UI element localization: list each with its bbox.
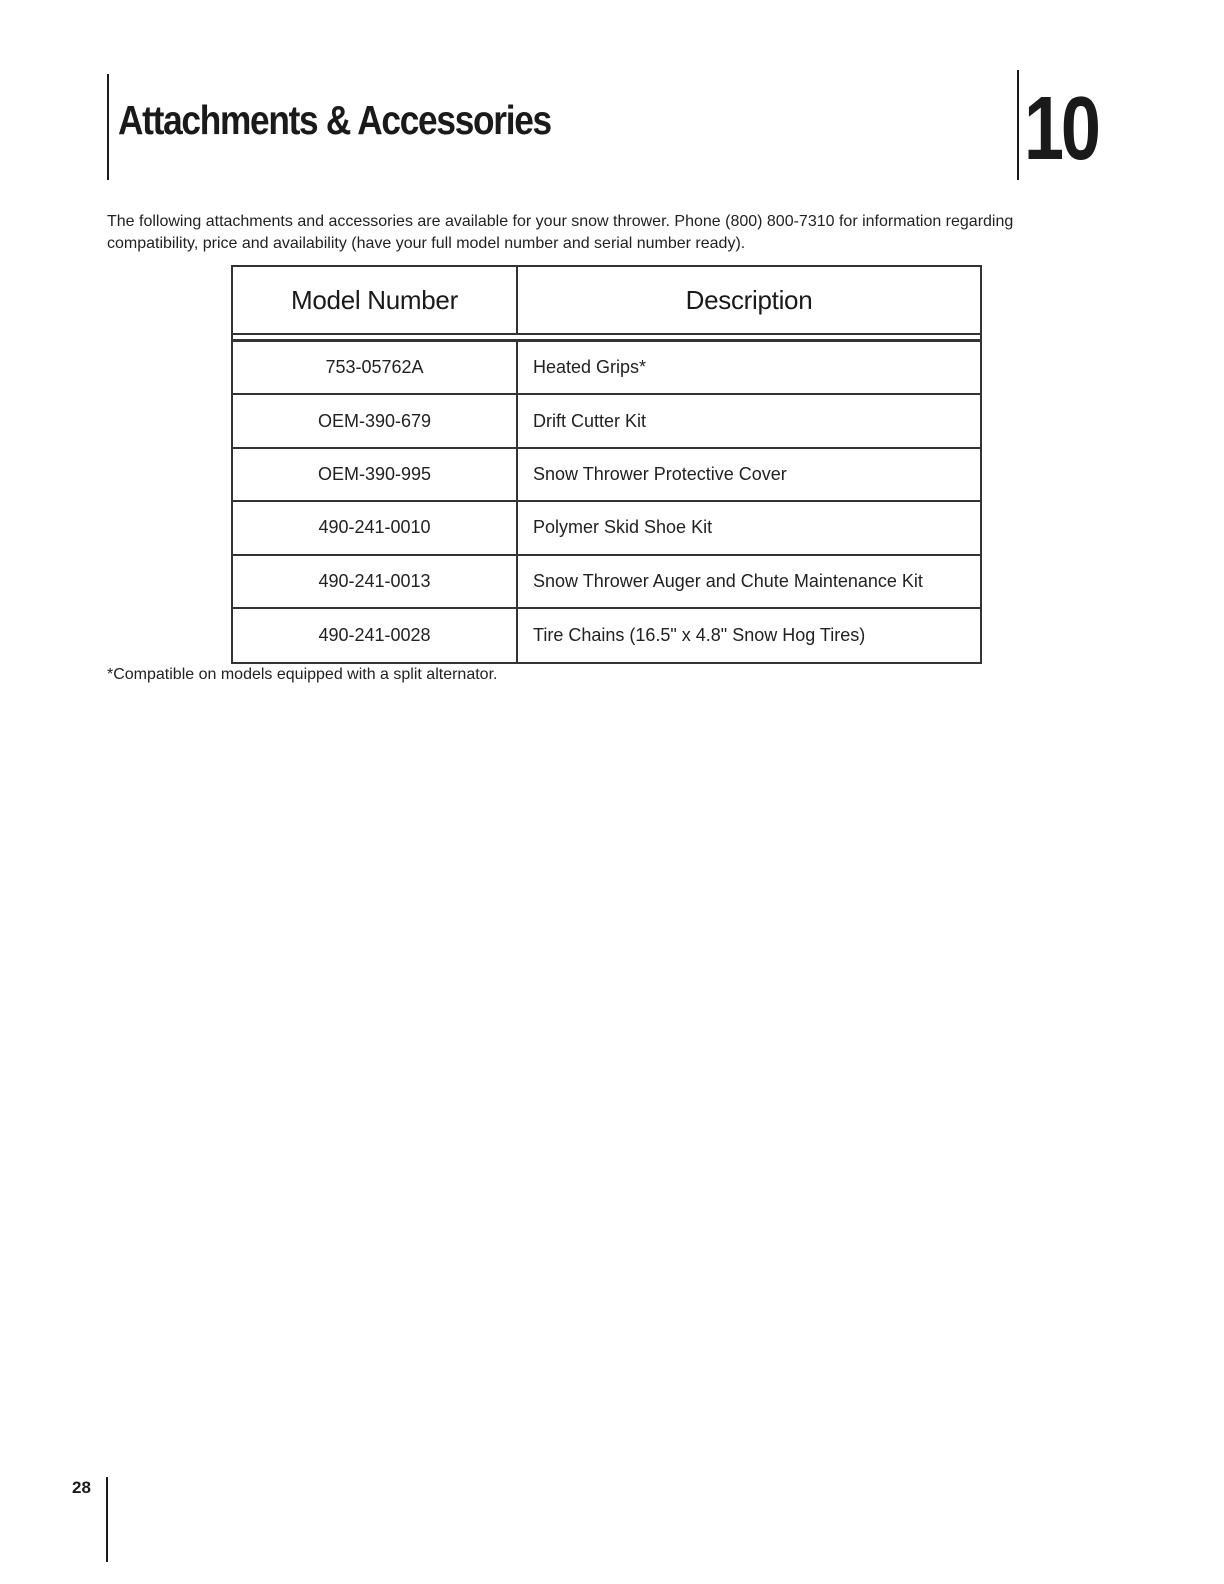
model-number-cell: OEM-390-995 — [233, 449, 518, 500]
table-row — [233, 502, 980, 555]
intro-paragraph: The following attachments and accessories are available for your snow thrower. Phone (800) 800-7310 for information regarding compatibility, price and availability (have your full model number and serial number ready). — [107, 213, 1014, 252]
table-row — [233, 609, 980, 662]
description-cell: Heated Grips* — [533, 357, 647, 378]
table-row — [233, 342, 980, 395]
title-divider — [107, 74, 109, 180]
accessories-table — [231, 265, 982, 664]
table-row — [233, 395, 980, 448]
model-number-cell: 490-241-0010 — [233, 502, 518, 553]
table-header-row — [231, 265, 982, 335]
page-number-divider — [106, 1477, 108, 1562]
chapter-divider — [1017, 70, 1019, 180]
header-model-number: Model Number — [233, 267, 518, 333]
description-cell: Drift Cutter Kit — [533, 410, 647, 431]
page-title: Attachments & Accessories — [118, 97, 551, 143]
model-number-cell: 490-241-0013 — [233, 556, 518, 607]
description-cell: Polymer Skid Shoe Kit — [533, 517, 713, 538]
model-number-cell: 490-241-0028 — [233, 609, 518, 662]
header-description: Description — [685, 284, 813, 315]
description-cell: Tire Chains (16.5" x 4.8" Snow Hog Tires) — [533, 625, 866, 646]
description-cell: Snow Thrower Protective Cover — [533, 463, 787, 484]
model-number-cell: 753-05762A — [233, 342, 518, 393]
table-row — [233, 556, 980, 609]
footnote: *Compatible on models equipped with a split alternator. — [107, 666, 498, 683]
model-number-cell: OEM-390-679 — [233, 395, 518, 446]
chapter-number: 10 — [1024, 79, 1098, 179]
page-number: 28 — [72, 1478, 91, 1497]
table-body — [231, 339, 982, 664]
description-cell: Snow Thrower Auger and Chute Maintenance Kit — [533, 570, 923, 591]
table-row — [233, 449, 980, 502]
